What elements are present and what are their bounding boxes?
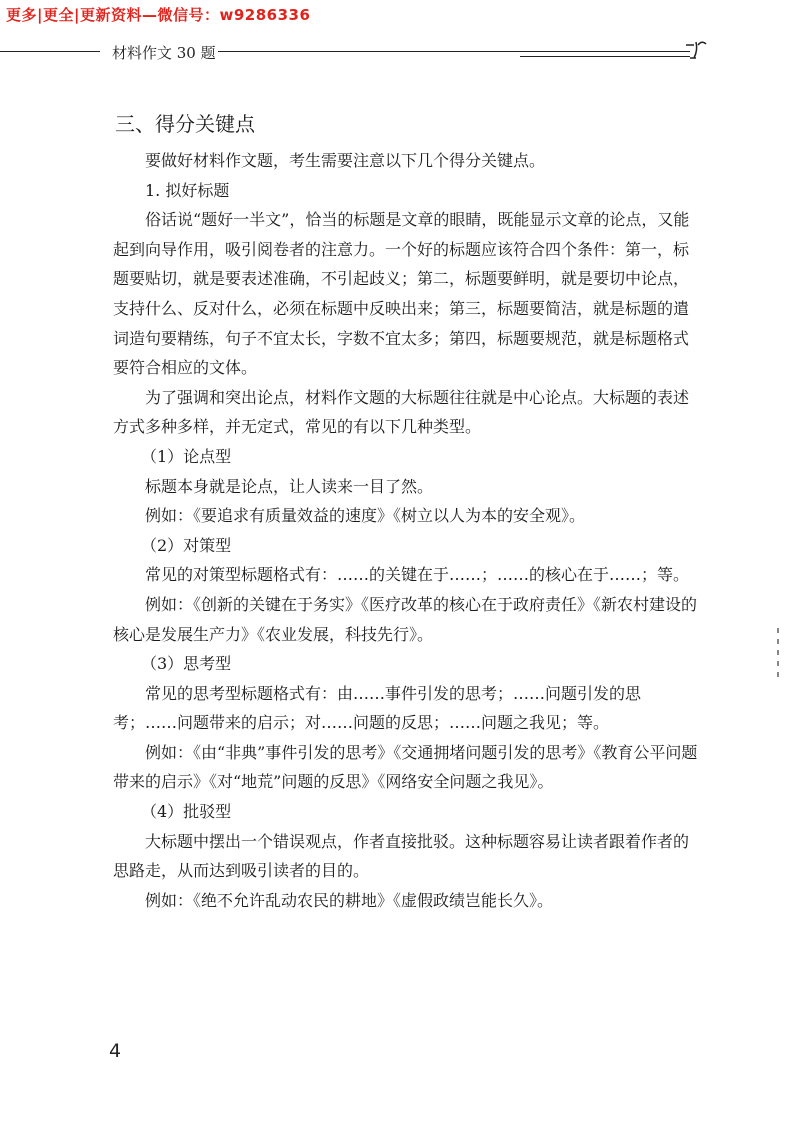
- book-title: 材料作文 30 题: [112, 44, 216, 62]
- running-header: [0, 36, 800, 66]
- header-rule-left: [0, 51, 100, 52]
- section-heading: 三、得分关键点: [115, 112, 255, 136]
- paragraph-strategy-type: 常见的对策型标题格式有：……的关键在于……；……的核心在于……；等。: [145, 565, 690, 585]
- subheading-title-drafting: 1. 拟好标题: [145, 180, 230, 200]
- example-reflection-type: 例如：《由“非典”事件引发的思考》《交通拥堵问题引发的思考》《教育公平问题带来的启示》《对“地荒”问题的反思》《网络安全问题之我见》。: [113, 742, 698, 792]
- header-rule-right-lower: [520, 56, 690, 57]
- page-number: 4: [109, 1040, 122, 1062]
- paragraph-reflection-type: 常见的思考型标题格式有：由……事件引发的思考；……问题引发的思考；……问题带来的启示；对……问题的反思；……问题之我见；等。: [113, 683, 642, 733]
- paragraph-rebuttal-type: 大标题中摆出一个错误观点，作者直接批驳。这种标题容易让读者跟着作者的思路走，从而达到吸引读者的目的。: [113, 831, 690, 881]
- ornament-icon: [682, 36, 712, 66]
- paragraph-title-importance: 俗话说“题好一半文”，恰当的标题是文章的眼睛，既能显示文章的论点，又能起到向导作用，吸引阅卷者的注意力。一个好的标题应该符合四个条件：第一，标题要贴切，就是要表述准确，不引起歧义；第二，标题要鲜明，就是要切中论点，支持什么、反对什么，必须在标题中反映出来；第三，标题要简洁，就是标题的遣词造句要精练，句子不宜太长，字数不宜太多；第四，标题要规范，就是标题格式要符合相应的文体。: [113, 210, 690, 378]
- subheading-reflection-type: （3）思考型: [141, 654, 232, 674]
- scan-edge-marks: [777, 628, 779, 683]
- header-rule-right: [218, 51, 690, 52]
- watermark-banner: 更多|更全|更新资料—微信号：w9286336: [6, 6, 311, 24]
- example-argument-type: 例如：《要追求有质量效益的速度》《树立以人为本的安全观》。: [145, 506, 586, 526]
- subheading-rebuttal-type: （4）批驳型: [141, 802, 232, 822]
- intro-paragraph: 要做好材料作文题，考生需要注意以下几个得分关键点。: [145, 151, 546, 170]
- paragraph-title-types: 为了强调和突出论点，材料作文题的大标题往往就是中心论点。大标题的表述方式多种多样，并无定式，常见的有以下几种类型。: [113, 387, 690, 437]
- subheading-strategy-type: （2）对策型: [141, 535, 232, 555]
- paragraph-argument-type: 标题本身就是论点，让人读来一目了然。: [145, 476, 434, 496]
- body-text: [113, 146, 703, 915]
- example-rebuttal-type: 例如：《绝不允许乱动农民的耕地》《虚假政绩岂能长久》。: [145, 890, 554, 910]
- example-strategy-type: 例如：《创新的关键在于务实》《医疗改革的核心在于政府责任》《新农村建设的核心是发展生产力》《农业发展，科技先行》。: [113, 594, 698, 644]
- subheading-argument-type: （1）论点型: [141, 446, 232, 466]
